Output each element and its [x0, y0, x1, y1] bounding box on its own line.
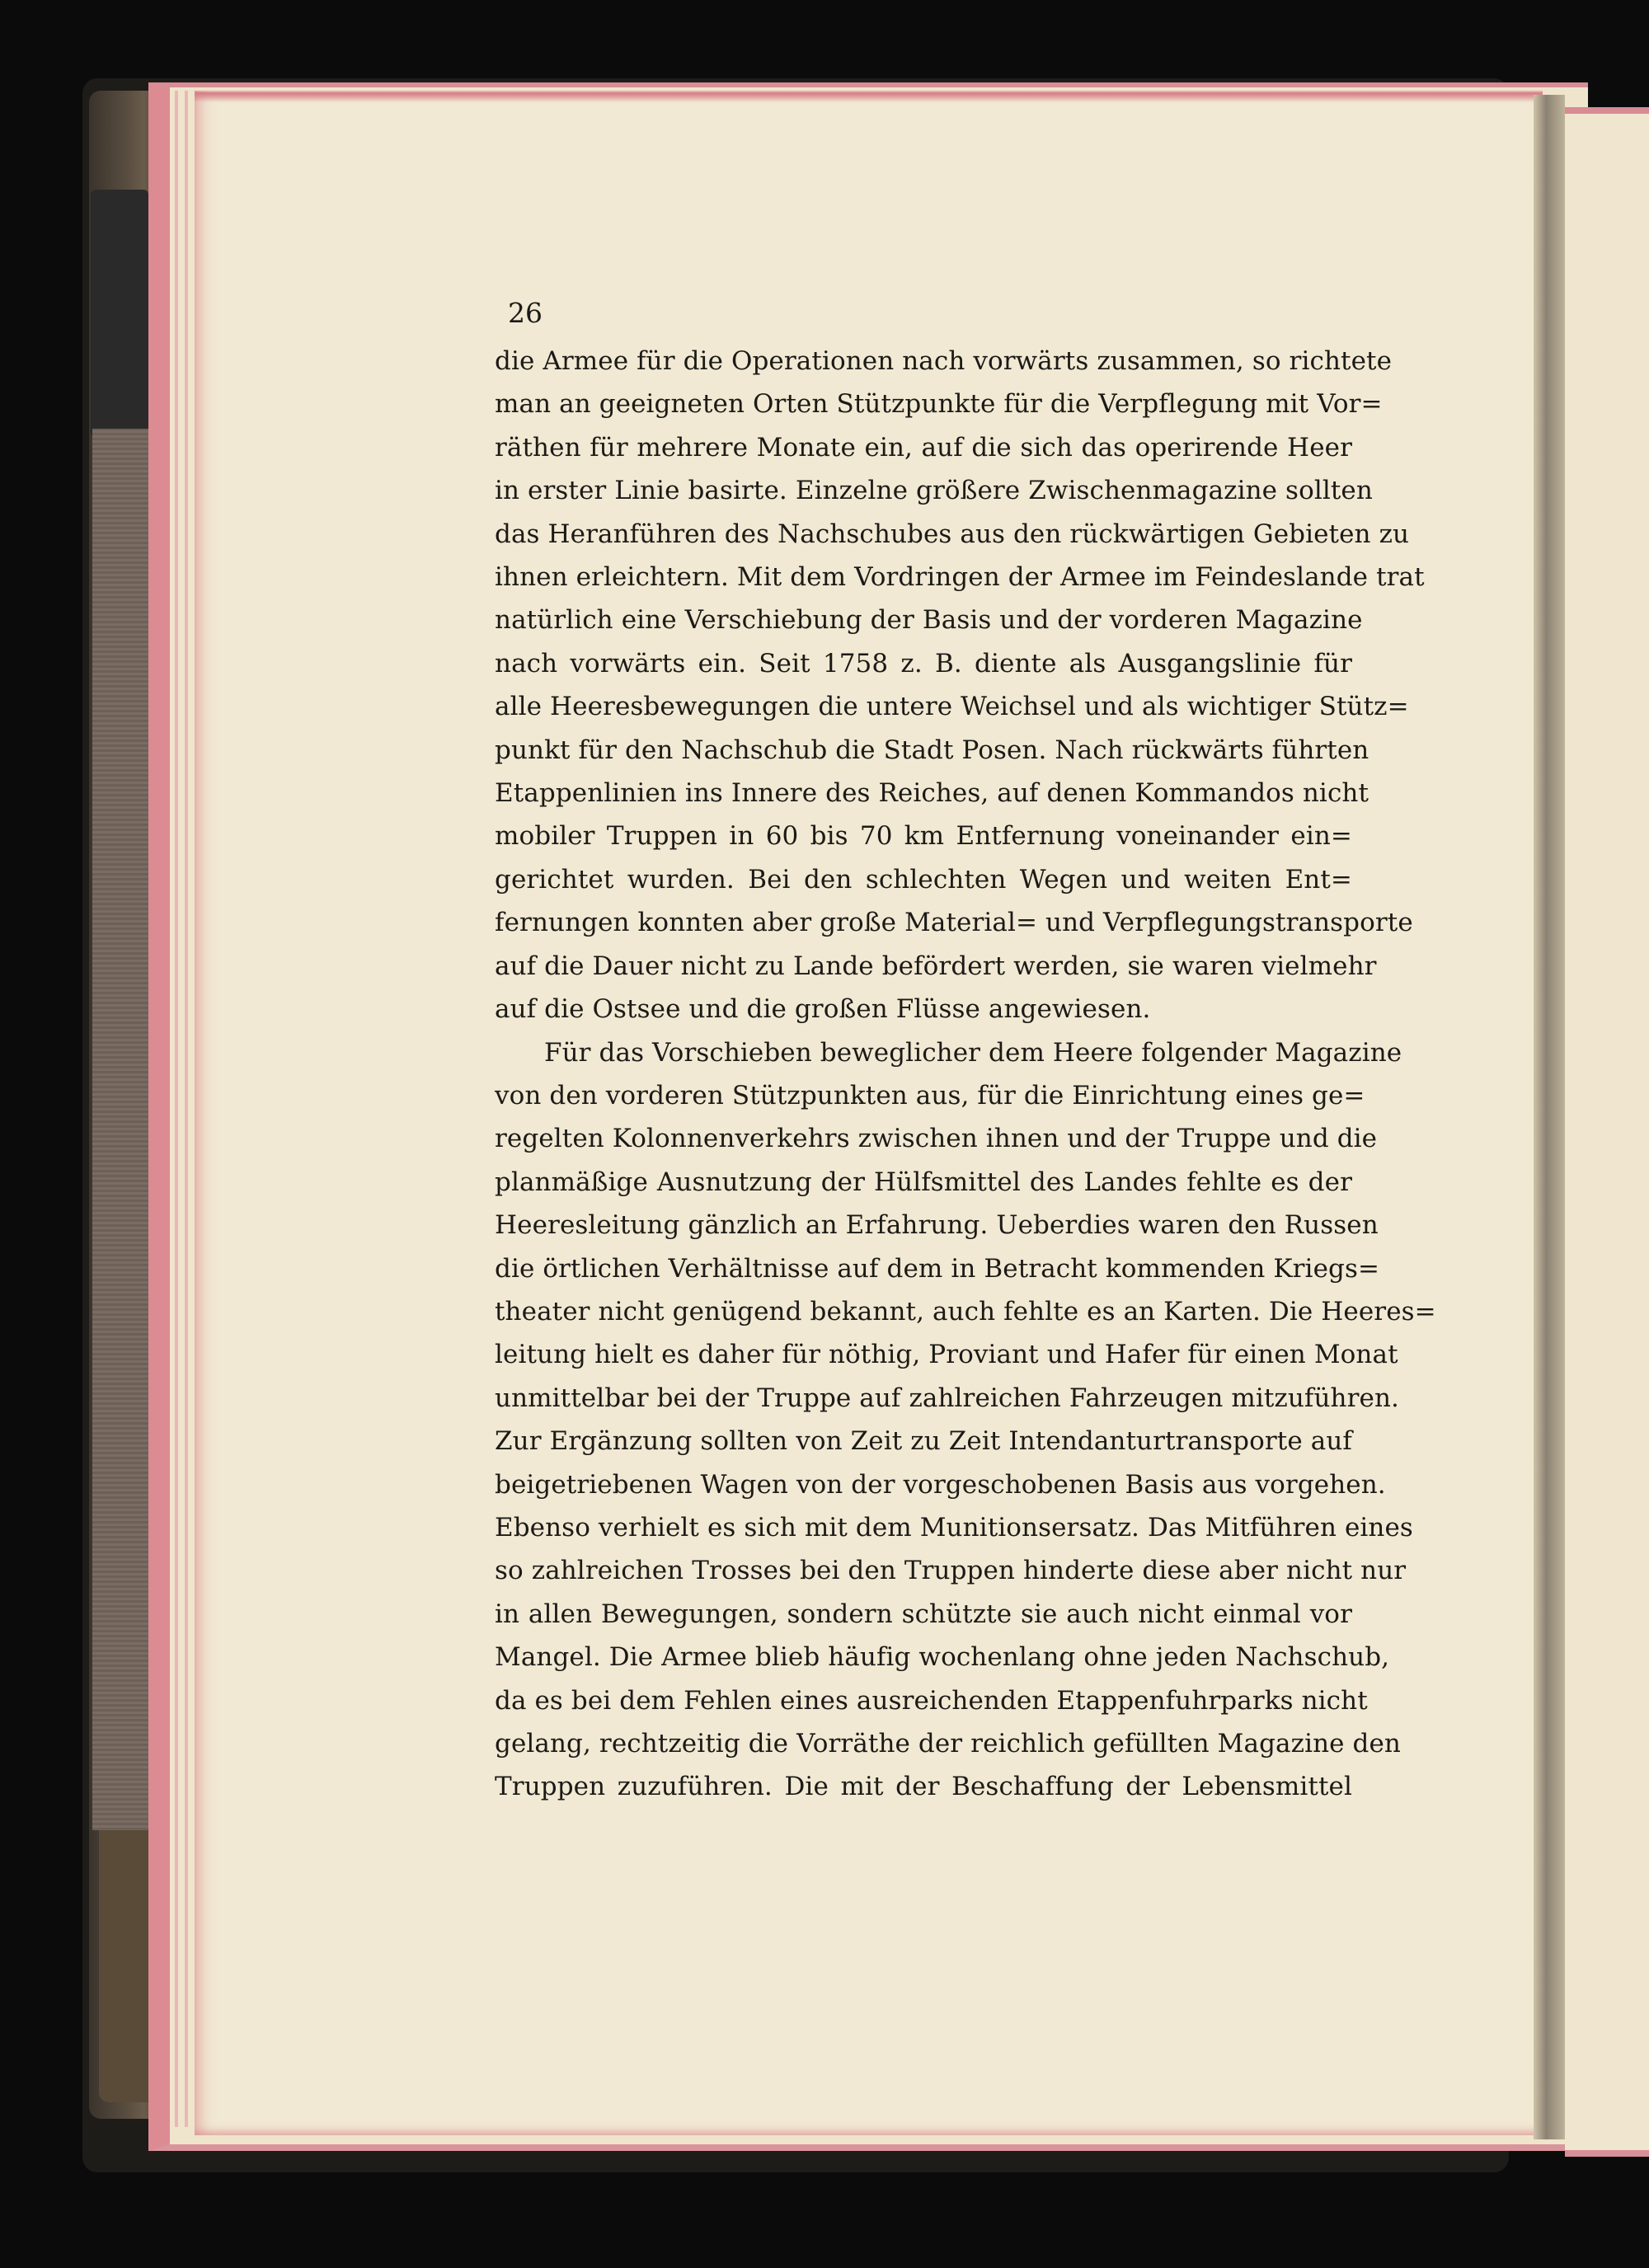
text-line: theater nicht genügend bekannt, auch fehlte es an Karten. Die Heeres= [495, 1296, 1436, 1327]
text-line: leitung hielt es daher für nöthig, Proviant und Hafer für einen Monat [495, 1340, 1398, 1370]
text-line: ihnen erleichtern. Mit dem Vordringen der Armee im Feindeslande trat [495, 562, 1425, 593]
page-stack-line [185, 91, 188, 2127]
text-line: fernungen konnten aber große Material= und Verpflegungstransporte [495, 908, 1413, 938]
text-line: regelten Kolonnenverkehrs zwischen ihnen und der Truppe und die [495, 1124, 1378, 1154]
text-line: Ebenso verhielt es sich mit dem Munitionsersatz. Das Mitführen eines [495, 1512, 1413, 1543]
body-text [495, 340, 1436, 1809]
text-line: so zahlreichen Trosses bei den Truppen hinderte diese aber nicht nur [495, 1556, 1407, 1586]
page-red-edge [195, 92, 1543, 102]
text-line: Heeresleitung gänzlich an Erfahrung. Ueberdies waren den Russen [495, 1210, 1379, 1241]
text-line: Zur Ergänzung sollten von Zeit zu Zeit Intendanturtransporte auf [495, 1426, 1352, 1457]
page-number: 26 [508, 297, 543, 329]
text-line: in allen Bewegungen, sondern schützte sie auch nicht einmal vor [495, 1599, 1352, 1629]
text-line: Für das Vorschieben beweglicher dem Heere folgender Magazine [544, 1037, 1402, 1068]
text-line: alle Heeresbewegungen die untere Weichsel und als wichtiger Stütz= [495, 692, 1409, 722]
book-gutter [1534, 95, 1565, 2139]
text-line: gerichtet wurden. Bei den schlechten Wegen und weiten Ent= [495, 864, 1352, 895]
text-line: man an geeigneten Orten Stützpunkte für die Verpflegung mit Vor= [495, 389, 1383, 420]
page-stack-line [175, 91, 178, 2127]
text-line: planmäßige Ausnutzung der Hülfsmittel des Landes fehlte es der [495, 1167, 1352, 1197]
text-line: in erster Linie basirte. Einzelne größere Zwischenmagazine sollten [495, 476, 1373, 506]
text-line: die Armee für die Operationen nach vorwärts zusammen, so richtete [495, 346, 1393, 376]
spine-leather-band [91, 190, 148, 437]
text-line: räthen für mehrere Monate ein, auf die sich das operirende Heer [495, 432, 1352, 463]
text-line: unmittelbar bei der Truppe auf zahlreichen Fahrzeugen mitzuführen. [495, 1383, 1400, 1413]
text-line: natürlich eine Verschiebung der Basis und der vorderen Magazine [495, 605, 1363, 636]
text-line: das Heranführen des Nachschubes aus den rückwärtigen Gebieten zu [495, 519, 1410, 549]
text-line: die örtlichen Verhältnisse auf dem in Betracht kommenden Kriegs= [495, 1253, 1380, 1284]
text-line: beigetriebenen Wagen von der vorgeschobenen Basis aus vorgehen. [495, 1469, 1386, 1500]
text-line: nach vorwärts ein. Seit 1758 z. B. diente als Ausgangslinie für [495, 648, 1352, 679]
text-line: auf die Dauer nicht zu Lande befördert werden, sie waren vielmehr [495, 951, 1377, 981]
text-line: mobiler Truppen in 60 bis 70 km Entfernung voneinander ein= [495, 821, 1352, 852]
text-line: gelang, rechtzeitig die Vorräthe der reichlich gefüllten Magazine den [495, 1729, 1401, 1759]
text-line: von den vorderen Stützpunkten aus, für die Einrichtung eines ge= [495, 1080, 1365, 1111]
text-line: Etappenlinien ins Innere des Reiches, auf denen Kommandos nicht [495, 778, 1369, 809]
text-line: Truppen zuzuführen. Die mit der Beschaffung der Lebensmittel [495, 1772, 1352, 1802]
text-line: auf die Ostsee und die großen Flüsse angewiesen. [495, 994, 1151, 1025]
page-text-block [495, 297, 1436, 1809]
right-page [1565, 107, 1649, 2157]
text-line: da es bei dem Fehlen eines ausreichenden Etappenfuhrparks nicht [495, 1685, 1368, 1716]
text-line: Mangel. Die Armee blieb häufig wochenlang ohne jeden Nachschub, [495, 1642, 1390, 1673]
text-line: punkt für den Nachschub die Stadt Posen. Nach rückwärts führten [495, 735, 1369, 765]
